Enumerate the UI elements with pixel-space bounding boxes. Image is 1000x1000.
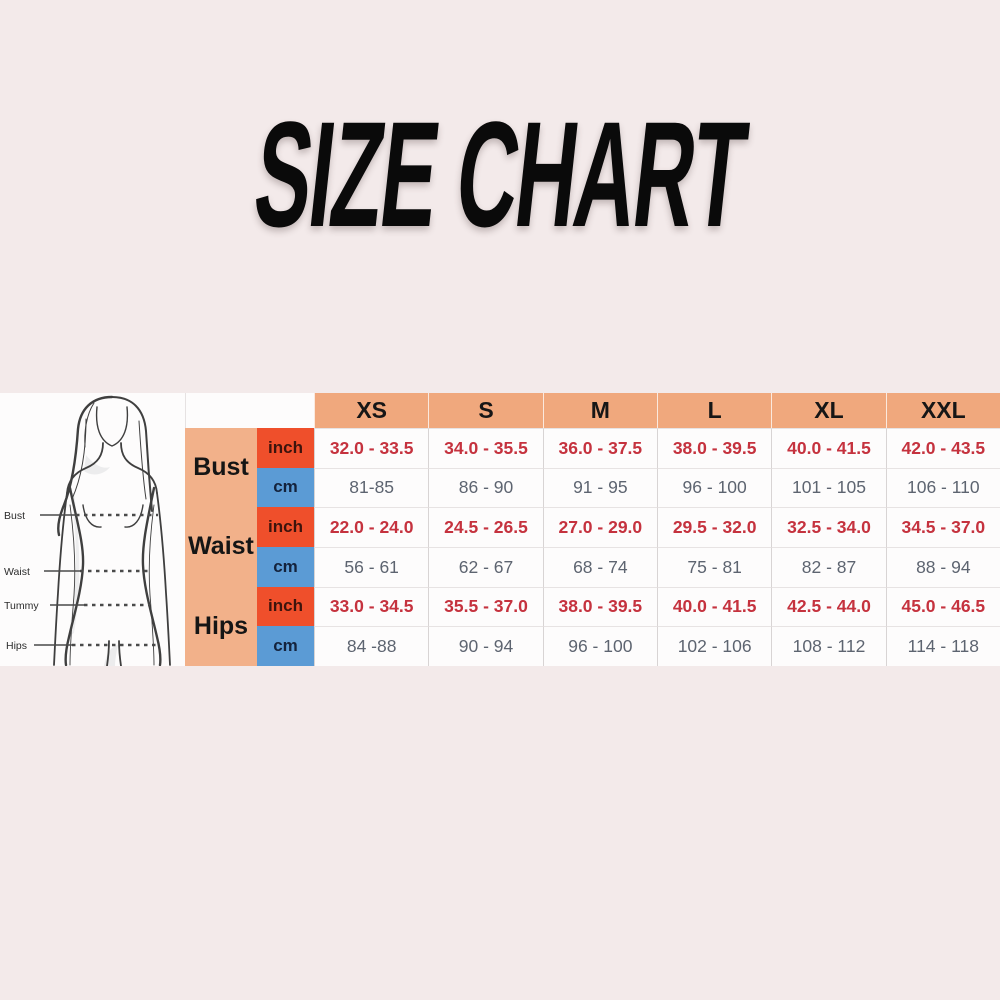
cell-value: 62 - 67: [458, 556, 514, 577]
table-cell: [886, 507, 1000, 547]
table-cell: [657, 547, 771, 587]
column-header-xxl: XXL: [886, 393, 1000, 428]
cell-value: 108 - 112: [792, 636, 866, 657]
table-cell: [657, 507, 771, 547]
table-cell: [314, 547, 428, 587]
table-cell: [314, 587, 428, 627]
cell-value: 34.5 - 37.0: [901, 517, 986, 538]
table-cell: [886, 587, 1000, 627]
table-cell: [314, 507, 428, 547]
table-cell: [543, 428, 657, 468]
cell-value: 86 - 90: [458, 477, 514, 498]
unit-label-hips-cm: cm: [257, 626, 314, 666]
cell-value: 91 - 95: [573, 477, 628, 498]
table-cell: [657, 428, 771, 468]
table-cell: [428, 507, 542, 547]
table-cell: [428, 587, 542, 627]
table-cell: [428, 626, 542, 666]
cell-value: 106 - 110: [907, 477, 980, 498]
table-cell: [771, 428, 885, 468]
table-cell: [771, 626, 885, 666]
cell-value: 81-85: [349, 477, 395, 498]
cell-value: 33.0 - 34.5: [329, 596, 414, 617]
table-cell: [428, 468, 542, 508]
body-measurement-figure: [0, 393, 185, 666]
unit-label-waist-inch: inch: [257, 507, 314, 547]
table-cell: [314, 428, 428, 468]
table-cell: [886, 547, 1000, 587]
row-label-bust: Bust: [185, 428, 257, 507]
column-header-xs: XS: [314, 393, 428, 428]
table-cell: [543, 468, 657, 508]
cell-value: 35.5 - 37.0: [444, 596, 528, 617]
figure-label-bust: Bust: [4, 510, 26, 522]
table-cell: [771, 468, 885, 508]
cell-value: 38.0 - 39.5: [672, 437, 757, 458]
column-header-m: M: [543, 393, 657, 428]
row-label-hips: Hips: [185, 587, 257, 666]
table-corner-spacer: [185, 393, 314, 428]
cell-value: 102 - 106: [677, 636, 752, 657]
table-cell: [886, 626, 1000, 666]
table-cell: [657, 626, 771, 666]
cell-value: 22.0 - 24.0: [329, 517, 414, 538]
table-cell: [543, 587, 657, 627]
cell-value: 82 - 87: [801, 556, 857, 577]
cell-value: 40.0 - 41.5: [672, 596, 757, 617]
figure-label-waist: Waist: [4, 566, 30, 578]
cell-value: 56 - 61: [344, 556, 399, 577]
table-cell: [428, 547, 542, 587]
cell-value: 114 - 118: [907, 636, 979, 657]
cell-value: 32.5 - 34.0: [787, 517, 871, 538]
cell-value: 36.0 - 37.5: [558, 437, 643, 458]
unit-label-hips-inch: inch: [257, 587, 314, 627]
table-cell: [657, 587, 771, 627]
column-header-l: L: [657, 393, 771, 428]
cell-value: 75 - 81: [687, 556, 742, 577]
table-cell: [771, 587, 885, 627]
table-cell: [428, 428, 542, 468]
table-cell: [657, 468, 771, 508]
page-title-text: SIZE CHART: [247, 90, 753, 258]
cell-value: 45.0 - 46.5: [901, 596, 986, 617]
cell-value: 84 -88: [346, 636, 397, 657]
unit-label-bust-cm: cm: [257, 468, 314, 508]
table-cell: [543, 626, 657, 666]
column-header-s: S: [428, 393, 542, 428]
cell-value: 32.0 - 33.5: [329, 437, 414, 458]
cell-value: 27.0 - 29.0: [558, 517, 643, 538]
cell-value: 90 - 94: [458, 636, 514, 657]
female-outline-illustration: [0, 393, 185, 666]
table-cell: [543, 547, 657, 587]
table-cell: [314, 468, 428, 508]
column-header-xl: XL: [771, 393, 885, 428]
cell-value: 96 - 100: [568, 636, 633, 657]
row-label-waist: Waist: [185, 507, 257, 586]
table-cell: [771, 547, 885, 587]
cell-value: 96 - 100: [682, 477, 747, 498]
unit-label-bust-inch: inch: [257, 428, 314, 468]
table-cell: [543, 507, 657, 547]
figure-label-tummy: Tummy: [4, 600, 39, 612]
cell-value: 29.5 - 32.0: [672, 517, 757, 538]
figure-label-hips: Hips: [6, 640, 28, 652]
cell-value: 24.5 - 26.5: [444, 517, 528, 538]
cell-value: 42.5 - 44.0: [787, 596, 871, 617]
table-cell: [314, 626, 428, 666]
size-table-band: [0, 393, 1000, 666]
page-title: [0, 90, 1000, 258]
cell-value: 38.0 - 39.5: [558, 596, 643, 617]
cell-value: 88 - 94: [916, 556, 971, 577]
cell-value: 40.0 - 41.5: [787, 437, 871, 458]
cell-value: 101 - 105: [792, 477, 866, 498]
unit-label-waist-cm: cm: [257, 547, 314, 587]
cell-value: 34.0 - 35.5: [444, 437, 528, 458]
table-cell: [771, 507, 885, 547]
cell-value: 42.0 - 43.5: [901, 437, 986, 458]
table-cell: [886, 428, 1000, 468]
table-cell: [886, 468, 1000, 508]
cell-value: 68 - 74: [573, 556, 628, 577]
